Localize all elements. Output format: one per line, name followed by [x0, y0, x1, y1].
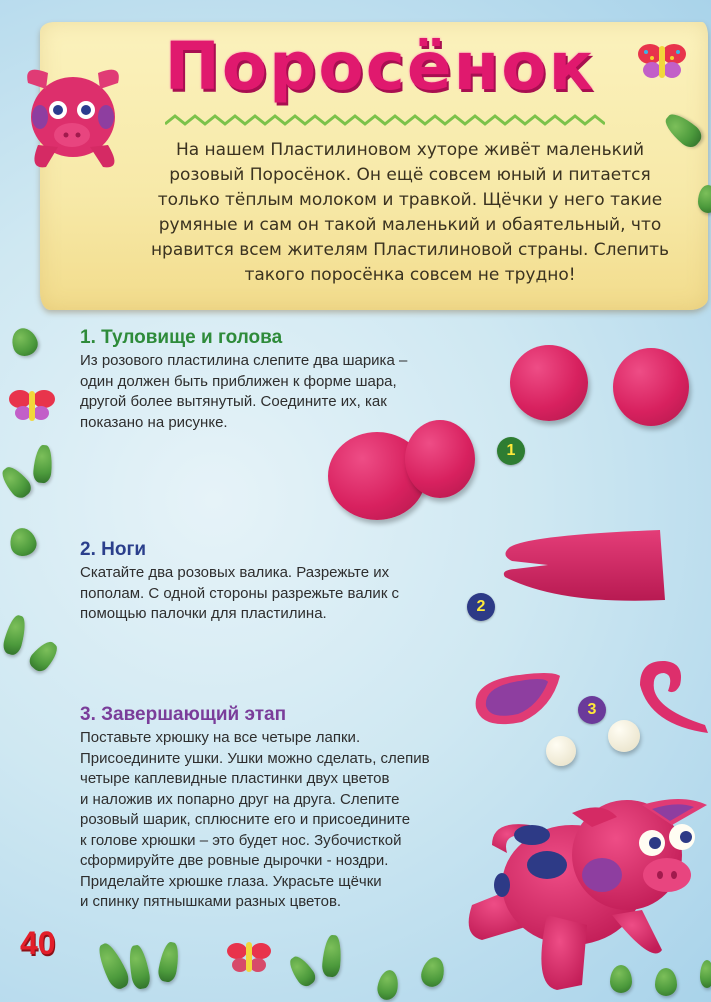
- eye-ball-icon: [546, 736, 576, 766]
- step-1-title: 1. Туловище и голова: [80, 327, 283, 348]
- leaf-icon: [26, 637, 62, 674]
- title-underline: [165, 114, 605, 126]
- leaf-icon: [1, 613, 29, 656]
- leg-roll-icon: [500, 525, 670, 605]
- step-3-title: 3. Завершающий этап: [80, 704, 287, 725]
- clay-head-icon: [405, 420, 475, 498]
- leaf-icon: [126, 944, 151, 990]
- leaf-icon: [285, 953, 318, 990]
- leaf-icon: [32, 444, 53, 483]
- intro-text: На нашем Пластилиновом хуторе живёт маленький розовый Поросёнок. Он ещё совсем юный и питается только тёплым молоком и травкой. Щёчки у него такие румяные и сам он такой маленький и обаятельный, что нравится всем жителям Пластилиновой страны. Слепить такого поросёнка совсем не трудно!: [150, 140, 670, 285]
- leaf-icon: [655, 968, 677, 996]
- step-2-badge: 2: [467, 593, 495, 621]
- page-number: 40: [20, 925, 56, 961]
- butterfly-icon: [636, 40, 688, 82]
- leaf-icon: [418, 955, 447, 990]
- step-3-text: Поставьте хрюшку на все четыре лапки. Присоедините ушки. Ушки можно сделать, слепив четыре каплевидные пластинки двух цветов и наложив их попарно друг на друга. Слепите розовый шарик, сплюсните его и присоедините к голове хрюшки – это будет нос. Зубочисткой сформируйте две ровные дырочки - ноздри. Приделайте хрюшке глаза. Украсьте щёчки и спинку пятнышками разных цветов.: [80, 729, 430, 910]
- pig-figure-icon: [8, 55, 138, 175]
- leaf-icon: [94, 940, 132, 992]
- leaf-icon: [7, 525, 39, 559]
- tail-icon: [630, 655, 711, 737]
- leaf-icon: [700, 960, 711, 988]
- leaf-icon: [0, 463, 35, 502]
- step-3-badge: 3: [578, 696, 606, 724]
- leaf-icon: [8, 325, 41, 360]
- finished-pig-icon: [462, 765, 711, 1000]
- leaf-icon: [698, 185, 711, 213]
- step-2-text: Скатайте два розовых валика. Разрежьте их пополам. С одной стороны разрежьте валик с помощью палочки для пластилина.: [80, 564, 400, 622]
- step-1-text: Из розового пластилина слепите два шарика – один должен быть приближен к форме шара, другой более вытянутый. Соедините их, как показано на рисунке.: [80, 352, 408, 431]
- eye-ball-icon: [608, 720, 640, 752]
- leaf-icon: [321, 934, 343, 977]
- step-2-title: 2. Ноги: [80, 539, 147, 560]
- step-1-badge: 1: [497, 437, 525, 465]
- leaf-icon: [376, 968, 401, 1001]
- clay-ball-icon: [510, 345, 588, 421]
- page-title: Поросёнок: [164, 28, 596, 105]
- leaf-icon: [157, 941, 182, 984]
- butterfly-icon: [8, 385, 56, 427]
- leaf-icon: [610, 965, 632, 993]
- clay-ball-icon: [613, 348, 689, 426]
- ear-icon: [472, 668, 564, 728]
- butterfly-icon: [225, 938, 273, 978]
